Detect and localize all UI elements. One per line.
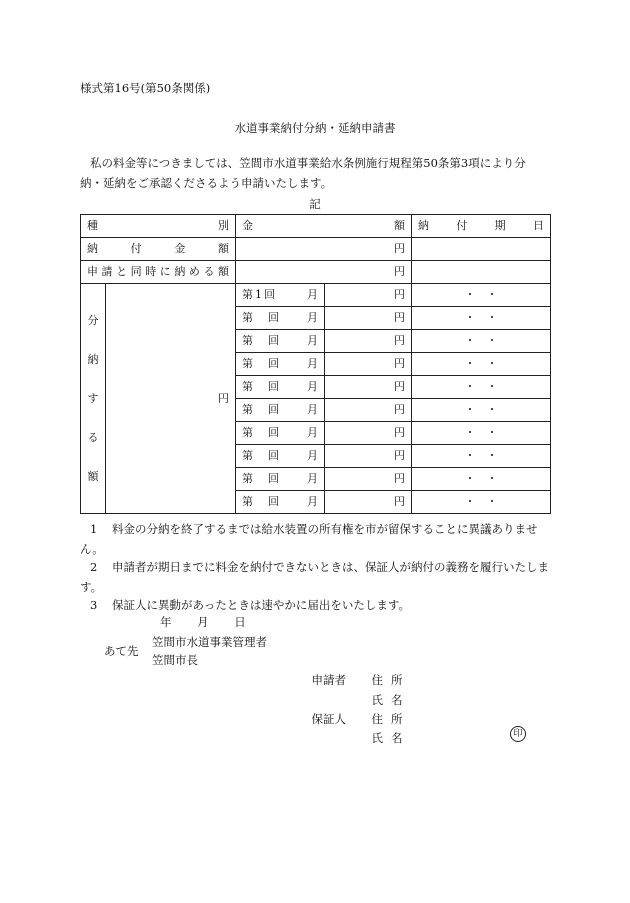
applicant-label: 申請者 (311, 673, 346, 687)
installment-yen: 円 (325, 307, 412, 330)
guarantor-label: 保証人 (311, 712, 346, 726)
payment-amount-label: 納付金額 (81, 238, 236, 261)
installment-month: 月 (307, 495, 318, 508)
note-3 (80, 595, 550, 615)
installment-due-date: ・ ・ (412, 422, 551, 445)
note-1 (80, 519, 550, 559)
applicant-address-label: 住所 (371, 673, 411, 687)
installment-yen: 円 (325, 468, 412, 491)
installment-number-cell (236, 445, 325, 468)
installment-yen: 円 (325, 284, 412, 307)
pay-with-application-due (412, 261, 551, 284)
installment-row (81, 284, 551, 307)
split-label-char: 納 (87, 353, 99, 366)
installment-number-cell (236, 353, 325, 376)
note-2-number: 2 (90, 560, 98, 574)
installment-number-cell (236, 376, 325, 399)
installment-due-date: ・ ・ (412, 376, 551, 399)
installment-number: 第 回 (242, 426, 281, 439)
installment-number-cell (236, 307, 325, 330)
installment-number-cell (236, 284, 325, 307)
installment-month: 月 (307, 288, 318, 301)
installment-number-cell (236, 330, 325, 353)
installment-yen: 円 (325, 445, 412, 468)
payment-amount-row (81, 238, 551, 261)
installment-yen: 円 (325, 422, 412, 445)
installment-due-date: ・ ・ (412, 468, 551, 491)
installment-month: 月 (307, 334, 318, 347)
payment-table (80, 214, 551, 514)
installment-number: 第1回 (242, 288, 277, 301)
installment-rows (81, 284, 551, 514)
installment-due-date: ・ ・ (412, 330, 551, 353)
split-total-yen: 円 (106, 284, 236, 514)
intro-text-line-2: 納・延納をご承認くださるよう申請いたします。 (80, 176, 333, 190)
addressee-label: あて先 (104, 644, 139, 658)
split-label-char: る (87, 431, 99, 444)
installment-due-date: ・ ・ (412, 399, 551, 422)
date-line: 年 月 日 (160, 615, 246, 629)
installment-due-date: ・ ・ (412, 445, 551, 468)
installment-number-cell (236, 399, 325, 422)
guarantor-name-label: 氏名 (371, 731, 411, 745)
ki-heading: 記 (309, 197, 321, 211)
installment-month: 月 (307, 472, 318, 485)
payment-amount-due (412, 238, 551, 261)
installment-number: 第 回 (242, 334, 281, 347)
installment-number: 第 回 (242, 380, 281, 393)
installment-month: 月 (307, 357, 318, 370)
seal-mark: 印 (510, 726, 526, 742)
guarantor-address-line (300, 711, 416, 727)
intro-text-line-1: 私の料金等につきましては、笠間市水道事業給水条例施行規程第50条第3項により分 (90, 156, 526, 170)
document-title: 水道事業納付分納・延納申請書 (234, 121, 396, 135)
installment-number: 第 回 (242, 357, 281, 370)
installment-yen: 円 (325, 353, 412, 376)
installment-number: 第 回 (242, 403, 281, 416)
payment-amount-yen: 円 (236, 238, 412, 261)
table-header-row (81, 215, 551, 238)
note-1-text: 料金の分納を終了するまでは給水装置の所有権を市が留保することに異議ありません。 (80, 522, 538, 556)
split-label-char: 額 (87, 470, 99, 483)
split-label-char: 分 (87, 314, 99, 327)
installment-number: 第 回 (242, 449, 281, 462)
installment-number: 第 回 (242, 472, 281, 485)
pay-with-application-row (81, 261, 551, 284)
header-due-date: 納付期日 (412, 215, 551, 238)
pay-with-application-label: 申請と同時に納める額 (81, 261, 236, 284)
installment-number-cell (236, 422, 325, 445)
note-3-number: 3 (90, 598, 98, 612)
installment-due-date: ・ ・ (412, 284, 551, 307)
installment-yen: 円 (325, 491, 412, 514)
pay-with-application-yen: 円 (236, 261, 412, 284)
form-number: 様式第16号(第50条関係) (80, 81, 211, 95)
installment-yen: 円 (325, 376, 412, 399)
installment-yen: 円 (325, 399, 412, 422)
installment-due-date: ・ ・ (412, 491, 551, 514)
installment-due-date: ・ ・ (412, 307, 551, 330)
installment-month: 月 (307, 380, 318, 393)
applicant-address-line (300, 672, 416, 688)
header-type: 種別 (81, 215, 236, 238)
note-1-number: 1 (90, 522, 98, 536)
installment-month: 月 (307, 449, 318, 462)
guarantor-address-label: 住所 (371, 712, 411, 726)
installment-month: 月 (307, 311, 318, 324)
installment-number: 第 回 (242, 311, 281, 324)
addressee-line-2: 笠間市長 (152, 653, 198, 667)
note-2-text: 申請者が期日までに料金を納付できないときは、保証人が納付の義務を履行いたします。 (80, 560, 549, 594)
installment-due-date: ・ ・ (412, 353, 551, 376)
installment-month: 月 (307, 403, 318, 416)
note-2 (80, 557, 550, 597)
applicant-name-label: 氏名 (371, 693, 411, 707)
installment-number-cell (236, 468, 325, 491)
split-amount-vertical-label (81, 284, 106, 514)
applicant-name-line (300, 692, 416, 708)
note-3-text: 保証人に異動があったときは速やかに届出をいたします。 (112, 598, 410, 612)
split-label-char: す (87, 392, 99, 405)
installment-yen: 円 (325, 330, 412, 353)
installment-number: 第 回 (242, 495, 281, 508)
installment-month: 月 (307, 426, 318, 439)
header-amount: 金額 (236, 215, 412, 238)
installment-number-cell (236, 491, 325, 514)
guarantor-name-line (300, 730, 416, 746)
addressee-line-1: 笠間市水道事業管理者 (152, 635, 267, 649)
